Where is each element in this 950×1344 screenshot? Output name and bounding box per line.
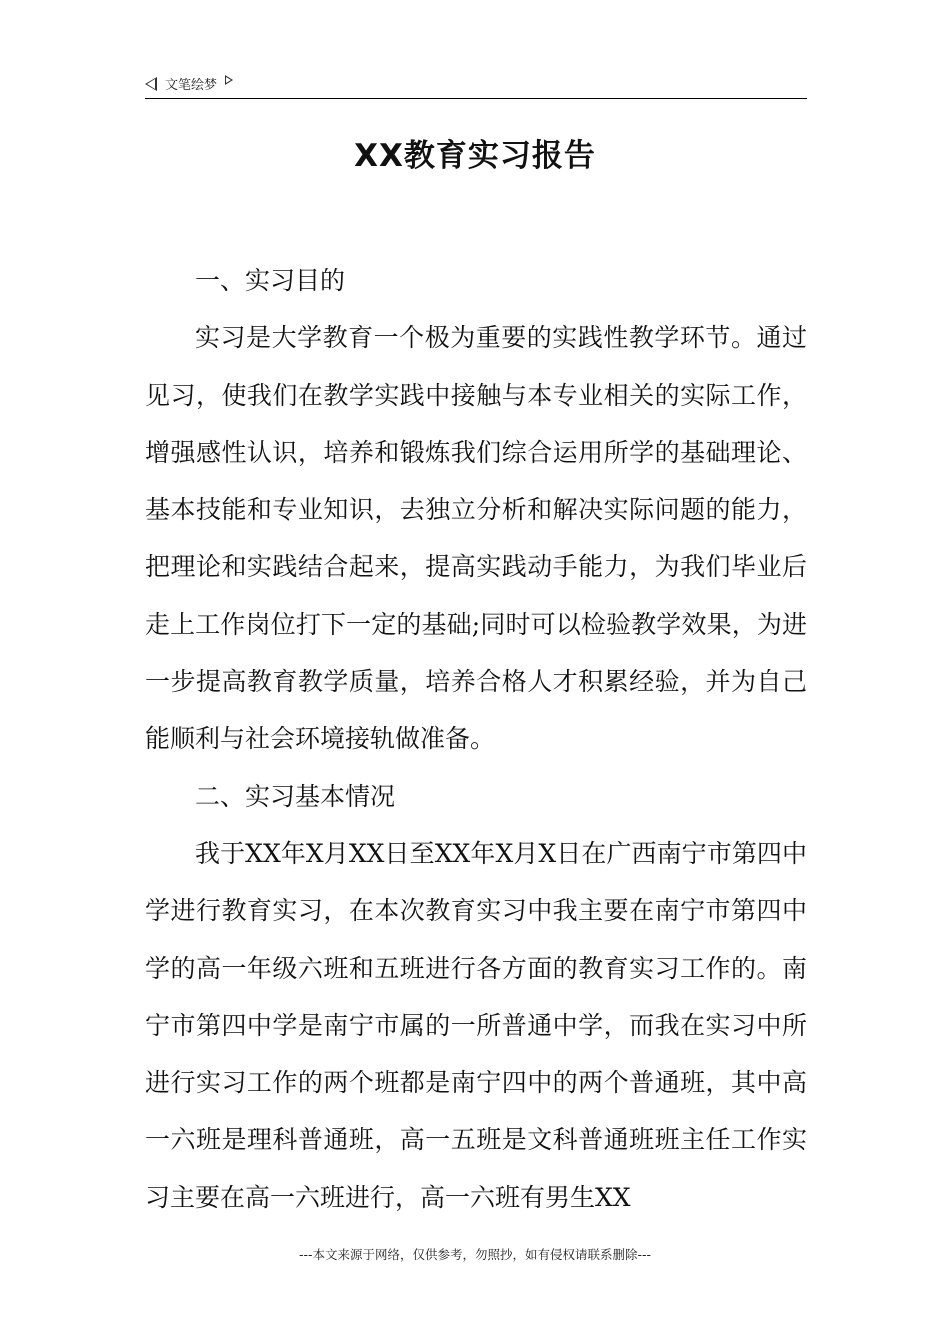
- document-title: XX教育实习报告: [354, 138, 596, 174]
- section-heading: 二、实习基本情况: [195, 781, 396, 811]
- triangle-left-icon: [145, 77, 157, 91]
- document-body: [145, 252, 807, 1226]
- brand-label: 文笔绘梦: [165, 78, 218, 93]
- triangle-right-icon: [225, 75, 233, 85]
- paragraph: 实习是大学教育一个极为重要的实践性教学环节。通过见习，使我们在教学实践中接触与本专业相关的实际工作，增强感性认识，培养和锻炼我们综合运用所学的基础理论、基本技能和专业知识，去独立分析和解决实际问题的能力，把理论和实践结合起来，提高实践动手能力，为我们毕业后走上工作岗位打下一定的基础;同时可以检验教学效果，为进一步提高教育教学质量，培养合格人才积累经验，并为自己能顺利与社会环境接轨做准备。: [145, 323, 807, 754]
- page-footer: ---本文来源于网络，仅供参考，勿照抄，如有侵权请联系删除---: [298, 1247, 652, 1262]
- brand: [145, 74, 233, 93]
- paragraph: 我于XX年X月XX日至XX年X月X日在广西南宁市第四中学进行教育实习，在本次教育实习中我主要在南宁市第四中学的高一年级六班和五班进行各方面的教育实习工作的。南宁市第四中学是南宁市属的一所普通中学，而我在实习中所进行实习工作的两个班都是南宁四中的两个普通班，其中高一六班是理科普通班，高一五班是文科普通班班主任工作实习主要在高一六班进行，高一六班有男生XX: [145, 838, 807, 1212]
- page-header: [145, 72, 807, 99]
- section-heading: 一、实习目的: [195, 266, 346, 295]
